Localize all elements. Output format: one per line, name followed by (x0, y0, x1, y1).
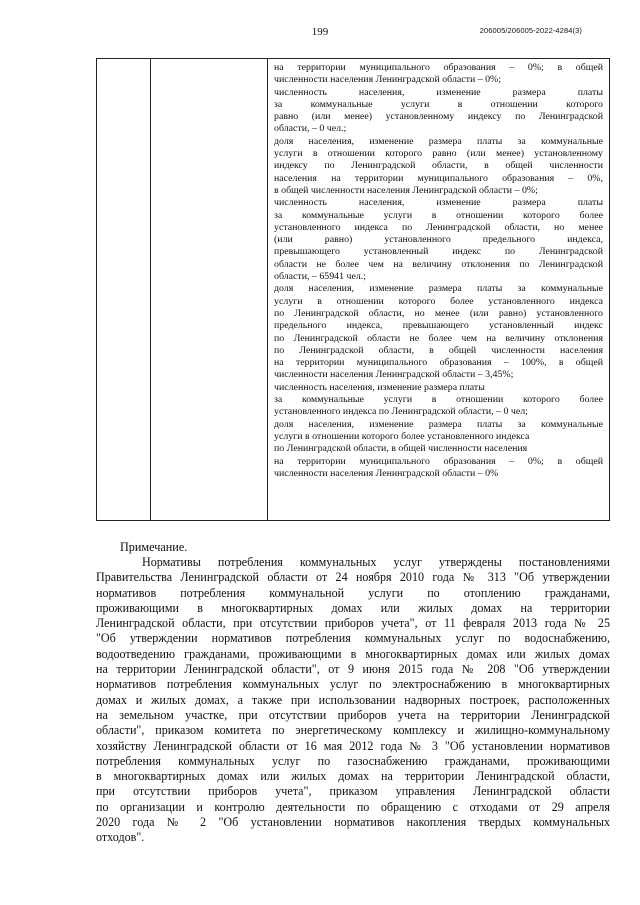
note-line: потребления коммунальных услуг по газоснабжению гражданами, проживающими (96, 753, 610, 768)
table-cell-line: услуги в отношении которого более установленного индекса (274, 430, 530, 442)
document-id: 206005/206005-2022-4284(3) (479, 26, 582, 35)
note-line: водоотведению гражданами, проживающими в многоквартирных домах или жилых домах (96, 646, 610, 661)
table-cell-line: по Ленинградской области не более чем на величину отклонения (274, 332, 603, 344)
note-line: области", приказом комитета по энергетическому комплексу и жилищно-коммунальному (96, 723, 610, 738)
table-cell-line: за коммунальные услуги в отношении которого более (274, 394, 603, 406)
table-cell-line: доля населения, изменение размера платы за коммунальные (274, 135, 603, 147)
table-cell-line: численность населения, изменение размера платы (274, 197, 603, 209)
table-cell-line: доля населения, изменение размера платы за коммунальные (274, 283, 603, 295)
table-cell-line: за коммунальные услуги в отношении которого более (274, 209, 603, 221)
table-cell-line: по Ленинградской области, в общей численности населения (274, 443, 528, 455)
note-body (96, 555, 610, 846)
note-title: Примечание. (120, 540, 188, 554)
table-cell-line: области, – 0 чел.; (274, 123, 347, 135)
table-column-1 (97, 59, 151, 520)
table-cell-line: на территории муниципального образования – 0%; в общей (274, 455, 603, 467)
table-cell-line: в общей численности населения Ленинградской области – 0%; (274, 184, 538, 196)
table-cell-line: установленного индекса по Ленинградской области, – 0 чел; (274, 406, 528, 418)
table-cell-line: на территории муниципального образования – 0%; в общей (274, 62, 603, 73)
table-cell-line: численности населения Ленинградской области – 0%; (274, 74, 502, 86)
table-cell-line: установленного индекса по Ленинградской области, но менее (274, 221, 603, 233)
note-line: на земельном участке, при отсутствии приборов учета на территории Ленинградской (96, 707, 610, 722)
table-cell-line: на территории муниципального образования – 100%, в общей (274, 357, 603, 369)
note-line: при отсутствии приборов учета", приказом управления Ленинградской области (96, 784, 610, 799)
note-line: отходов". (96, 830, 145, 845)
note-line: "Об утверждении нормативов потребления коммунальных услуг по водоснабжению, (96, 631, 610, 646)
table-cell-line: услуги в отношении которого равно (или менее) установленному (274, 148, 603, 160)
table-cell-line: численность населения, изменение размера платы (274, 381, 485, 393)
table-column-2 (151, 59, 268, 520)
table-cell-line: области не более чем на величину отклонения по Ленинградской (274, 258, 603, 270)
table-cell-line: доля населения, изменение размера платы за коммунальные (274, 418, 603, 430)
table-cell-line: населения на территории муниципального образования – 0%, (274, 172, 603, 184)
note-line: в многоквартирных домах или жилых домах на территории Ленинградской области, (96, 769, 610, 784)
table-cell-line: услуги в отношении которого более установленного индекса (274, 295, 603, 307)
note-line: Нормативы потребления коммунальных услуг утверждены постановлениями (142, 555, 610, 569)
note-line: проживающими в многоквартирных домах или жилых домах на территории (96, 600, 610, 615)
table-cell-line: превышающего установленный индекс по Ленинградской (274, 246, 603, 258)
data-table (96, 58, 610, 521)
note-line: Ленинградской области, при отсутствии приборов учета", от 11 февраля 2013 года № 25 (96, 616, 610, 631)
note-line: нормативов потребления коммунальной услуги по отоплению гражданами, (96, 585, 610, 600)
table-cell-line: численности населения Ленинградской области – 0% (274, 467, 499, 479)
table-cell-line: численность населения, изменение размера платы (274, 86, 603, 98)
note-line: Правительства Ленинградской области от 24 ноября 2010 года № 313 "Об утверждении (96, 570, 610, 585)
table-cell-line: по Ленинградской области, в общей численности населения (274, 344, 603, 356)
note-line: хозяйству Ленинградской области от 16 мая 2012 года № 3 "Об установлении нормативов (96, 738, 610, 753)
table-cell-line: индексу по Ленинградской области, в общей численности (274, 160, 603, 172)
note-line: по организации и контролю деятельности по обращению с отходами от 29 апреля (96, 799, 610, 814)
table-cell-line: за коммунальные услуги в отношении которого (274, 98, 603, 110)
table-cell-line: области, – 65941 чел.; (274, 271, 366, 283)
note-line: домах и жилых домах, а также при использовании надворных построек, расположенных (96, 692, 610, 707)
page-number: 199 (311, 26, 329, 38)
table-cell-line: предельного индекса, превышающего установленный индекс (274, 320, 603, 332)
table-column-3 (268, 59, 609, 520)
note-line: нормативов потребления коммунальных услуг по электроснабжению в многоквартирных (96, 677, 610, 692)
note-line: на территории Ленинградской области", от 9 июня 2015 года № 208 "Об утверждении (96, 662, 610, 677)
table-cell-line: по Ленинградской области, но менее (или равно) установленного (274, 307, 603, 319)
note-line: 2020 года № 2 "Об установлении нормативов накопления твердых коммунальных (96, 815, 610, 830)
table-cell-line: (или равно) установленного предельного индекса, (274, 234, 603, 246)
table-cell-line: численности населения Ленинградской области – 3,45%; (274, 369, 514, 381)
table-cell-line: равно (или менее) установленному индексу по Ленинградской (274, 111, 603, 123)
